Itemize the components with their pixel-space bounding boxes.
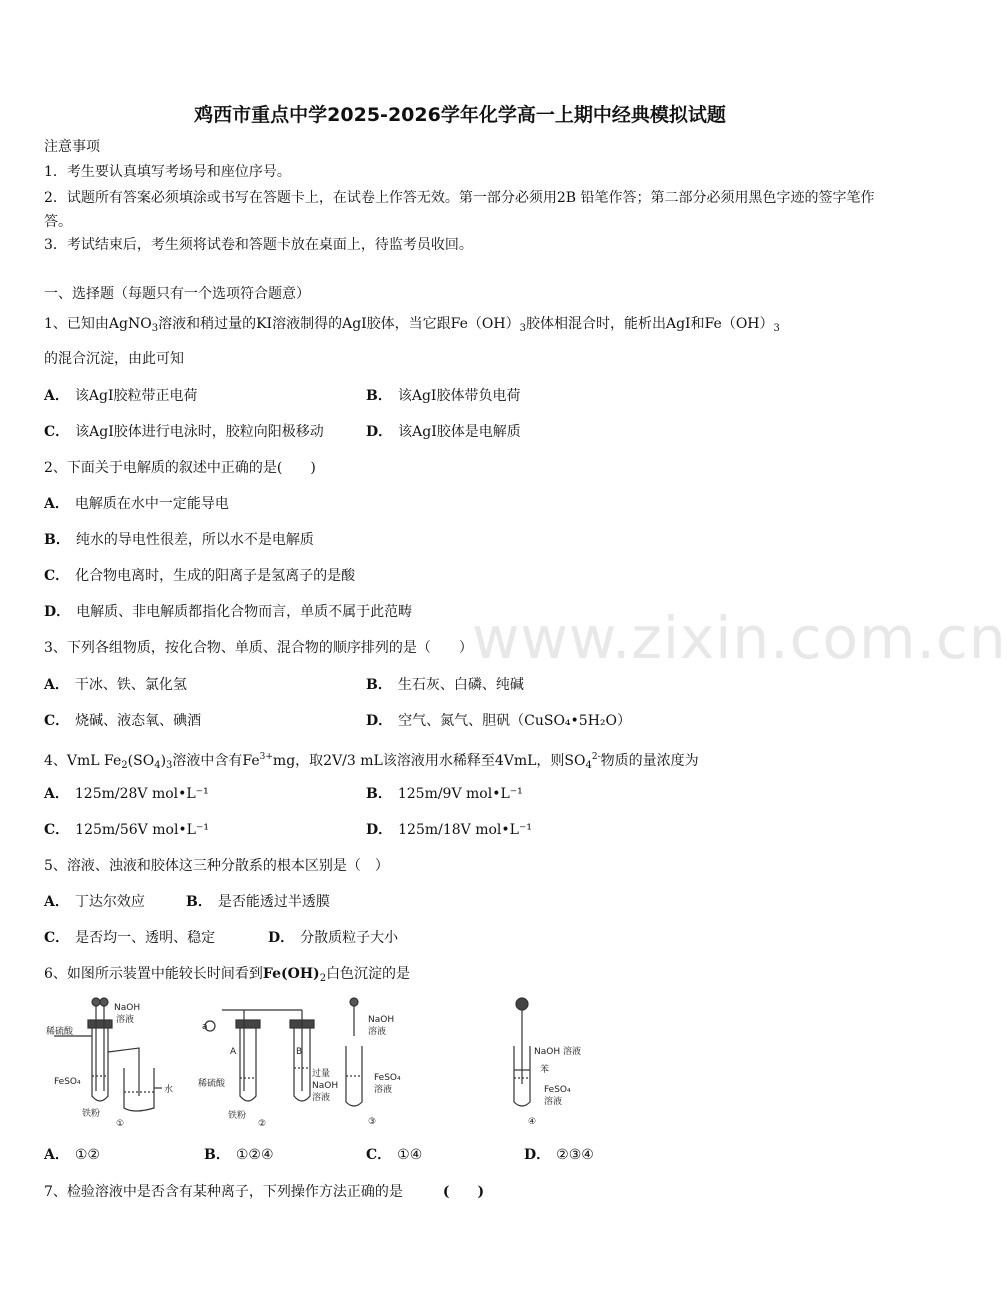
label-feso4: FeSO₄ bbox=[54, 1077, 81, 1087]
q5-option-a[interactable]: A． 丁达尔效应 bbox=[44, 894, 145, 910]
stopper bbox=[88, 1020, 112, 1028]
question-1-stem: 1、已知由AgNO$_3$溶液和稍过量的KI溶液制得的AgI胶体，当它跟$Fe(OH)_3$胶体相混合时，能析出AgI和$Fe(OH)_3$ bbox=[44, 316, 780, 334]
label-solution: 溶液 bbox=[116, 1015, 135, 1025]
page-title: 鸡西市重点中学2025-2026学年化学高一上期中经典模拟试题 bbox=[194, 104, 726, 126]
notice-item: 3．考试结束后，考生须将试卷和答题卡放在桌面上，待监考员收回。 bbox=[44, 237, 473, 253]
label-excess: 过量 bbox=[312, 1069, 331, 1079]
question-1-stem-cont: 的混合沉淀，由此可知 bbox=[44, 351, 184, 367]
q1-option-a[interactable]: A． 该AgI胶粒带正电荷 bbox=[44, 388, 198, 404]
q6-option-c[interactable]: C． ①④ bbox=[366, 1147, 423, 1163]
watermark: www.zixin.com.cn bbox=[472, 604, 1007, 672]
label-naoh: NaOH bbox=[368, 1015, 395, 1025]
q3-option-a[interactable]: A． 干冰、铁、氯化氢 bbox=[44, 677, 187, 693]
q1-option-b[interactable]: B． 该AgI胶体带负电荷 bbox=[366, 388, 521, 404]
q1-option-d[interactable]: D． 该AgI胶体是电解质 bbox=[366, 424, 521, 440]
label-feso4: FeSO₄ bbox=[374, 1073, 401, 1083]
figure-number: ② bbox=[258, 1119, 267, 1129]
q1-option-c[interactable]: C． 该AgI胶体进行电泳时，胶粒向阳极移动 bbox=[44, 424, 324, 440]
test-tube bbox=[92, 1026, 108, 1101]
section-heading: 一、选择题（每题只有一个选项符合题意） bbox=[44, 286, 310, 302]
figure-number: ④ bbox=[528, 1117, 537, 1127]
label-benzene: 苯 bbox=[540, 1065, 550, 1075]
q3-option-d[interactable]: D． 空气、氮气、胆矾（CuSO₄•5H₂O） bbox=[366, 713, 632, 729]
q6-option-d[interactable]: D． ②③④ bbox=[524, 1147, 594, 1163]
question-3-stem: 3、下列各组物质，按化合物、单质、混合物的顺序排列的是（ ） bbox=[44, 640, 473, 656]
label-tube-b: B bbox=[296, 1047, 303, 1057]
q5-option-c[interactable]: C． 是否均一、透明、稳定 bbox=[44, 930, 216, 946]
label-acid: 稀硫酸 bbox=[198, 1079, 226, 1089]
label-iron: 铁粉 bbox=[82, 1109, 101, 1119]
q4-option-b[interactable]: B． 125m/9V mol•L⁻¹ bbox=[366, 786, 523, 802]
label-naoh: NaOH 溶液 bbox=[534, 1047, 581, 1057]
q5-option-b[interactable]: B． 是否能透过半透膜 bbox=[186, 894, 330, 910]
test-tube-a bbox=[240, 1026, 256, 1101]
notice-item: 1．考生要认真填写考场号和座位序号。 bbox=[44, 164, 291, 180]
figure-number: ① bbox=[116, 1119, 125, 1129]
q3-option-b[interactable]: B． 生石灰、白磷、纯碱 bbox=[366, 677, 524, 693]
label-feso4: FeSO₄ bbox=[544, 1085, 571, 1095]
label-acid: 稀硫酸 bbox=[46, 1027, 74, 1037]
question-6-stem: 6、如图所示装置中能较长时间看到$Fe(OH)_2$白色沉淀的是 bbox=[44, 966, 411, 984]
q3-option-c[interactable]: C． 烧碱、液态氧、碘酒 bbox=[44, 713, 202, 729]
question-5-stem: 5、溶液、浊液和胶体这三种分散系的根本区别是（ ） bbox=[44, 858, 389, 874]
q4-option-a[interactable]: A． 125m/28V mol•L⁻¹ bbox=[44, 786, 209, 802]
question-4-stem: 4、VmL $Fe_2(SO_4)_3$溶液中含有$Fe^{3+}mg$，取2V/3 mL该溶液用水稀释至4VmL，则$SO_4^{2-}$物质的量浓度为 bbox=[44, 752, 699, 771]
label-solution: 溶液 bbox=[374, 1085, 393, 1095]
q4-option-d[interactable]: D． 125m/18V mol•L⁻¹ bbox=[366, 822, 532, 838]
label-solution: 溶液 bbox=[312, 1093, 331, 1103]
label-naoh: NaOH bbox=[312, 1081, 339, 1091]
q2-option-a[interactable]: A． 电解质在水中一定能导电 bbox=[44, 496, 229, 512]
question-7-stem: 7、检验溶液中是否含有某种离子，下列操作方法正确的是 ( ) bbox=[44, 1184, 485, 1200]
q4-option-c[interactable]: C． 125m/56V mol•L⁻¹ bbox=[44, 822, 209, 838]
label-water: 水 bbox=[164, 1085, 174, 1095]
q2-option-b[interactable]: B． 纯水的导电性很差，所以水不是电解质 bbox=[44, 532, 314, 548]
apparatus-figure bbox=[44, 996, 604, 1130]
q6-option-a[interactable]: A． ①② bbox=[44, 1147, 100, 1163]
notice-heading: 注意事项 bbox=[44, 139, 100, 155]
question-2-stem: 2、下面关于电解质的叙述中正确的是( ) bbox=[44, 460, 316, 476]
notice-item: 2．试题所有答案必须填涂或书写在答题卡上，在试卷上作答无效。第一部分必须用2B 铅笔作答；第二部分必须用黑色字迹的签字笔作答。 bbox=[44, 190, 875, 230]
figure-number: ③ bbox=[368, 1117, 377, 1127]
q5-option-d[interactable]: D． 分散质粒子大小 bbox=[268, 930, 399, 946]
label-solution: 溶液 bbox=[368, 1027, 387, 1037]
label-tube-a: A bbox=[230, 1047, 237, 1057]
label-iron: 铁粉 bbox=[228, 1111, 247, 1121]
label-naoh: NaOH bbox=[114, 1003, 141, 1013]
label-solution: 溶液 bbox=[544, 1097, 563, 1107]
q6-option-b[interactable]: B． ①②④ bbox=[204, 1147, 274, 1163]
q2-option-c[interactable]: C． 化合物电离时，生成的阳离子是氢离子的是酸 bbox=[44, 568, 356, 584]
label-a: a bbox=[202, 1022, 208, 1032]
q2-option-d[interactable]: D． 电解质、非电解质都指化合物而言，单质不属于此范畴 bbox=[44, 604, 413, 620]
